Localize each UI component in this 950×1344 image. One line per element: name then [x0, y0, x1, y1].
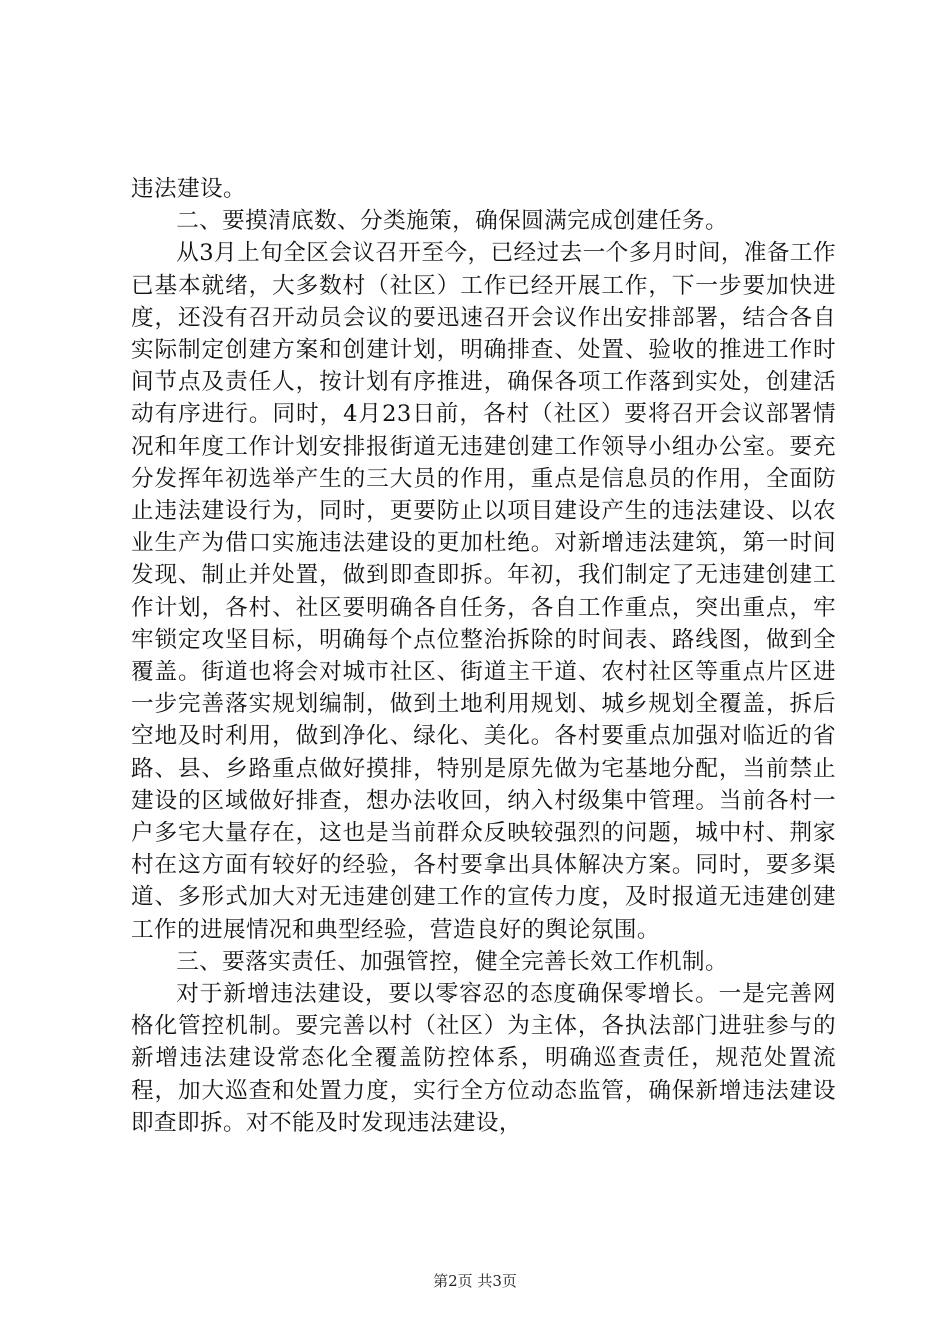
section-heading-3: 三、要落实责任、加强管控，健全完善长效工作机制。 — [176, 948, 729, 975]
section-heading-2: 二、要摸清底数、分类施策，确保圆满完成创建任务。 — [176, 208, 729, 235]
page-number: 第2页 共3页 — [433, 1272, 517, 1290]
document-body — [131, 173, 836, 1139]
paragraph-continuation: 违法建设。 — [131, 176, 246, 202]
page-footer — [0, 1270, 950, 1291]
paragraph-section-2-body: 从3月上旬全区会议召开至今，已经过去一个多月时间，准备工作已基本就绪，大多数村（社区）工作已经开展工作，下一步要加快进度，还没有召开动员会议的要迅速召开会议作出安排部署，结合各自实际制定创建方案和创建计划，明确排查、处置、验收的推进工作时间节点及责任人，按计划有序推进，确保各项工作落到实处，创建活动有序进行。同时，4月23日前，各村（社区）要将召开会议部署情况和年度工作计划安排报街道无违建创建工作领导小组办公室。要充分发挥年初选举产生的三大员的作用，重点是信息员的作用，全面防止违法建设行为，同时，更要防止以项目建设产生的违法建设、以农业生产为借口实施违法建设的更加杜绝。对新增违法建筑，第一时间发现、制止并处置，做到即查即拆。年初，我们制定了无违建创建工作计划，各村、社区要明确各自任务，各自工作重点，突出重点，牢牢锁定攻坚目标，明确每个点位整治拆除的时间表、路线图，做到全覆盖。街道也将会对城市社区、街道主干道、农村社区等重点片区进一步完善落实规划编制，做到土地利用规划、城乡规划全覆盖，拆后空地及时利用，做到净化、绿化、美化。各村要重点加强对临近的省路、县、乡路重点做好摸排，特别是原先做为宅基地分配，当前禁止建设的区域做好排查，想办法收回，纳入村级集中管理。当前各村一户多宅大量存在，这也是当前群众反映较强烈的问题，城中村、荆家村在这方面有较好的经验，各村要拿出具体解决方案。同时，要多渠道、多形式加大对无违建创建工作的宣传力度，及时报道无违建创建工作的进展情况和典型经验，营造良好的舆论氛围。 — [131, 240, 836, 943]
paragraph-section-3-body: 对于新增违法建设，要以零容忍的态度确保零增长。一是完善网格化管控机制。要完善以村（社区）为主体，各执法部门进驻参与的新增违法建设常态化全覆盖防控体系，明确巡查责任，规范处置流程，加大巡查和处置力度，实行全方位动态监管，确保新增违法建设即查即拆。对不能及时发现违法建设， — [131, 981, 836, 1136]
